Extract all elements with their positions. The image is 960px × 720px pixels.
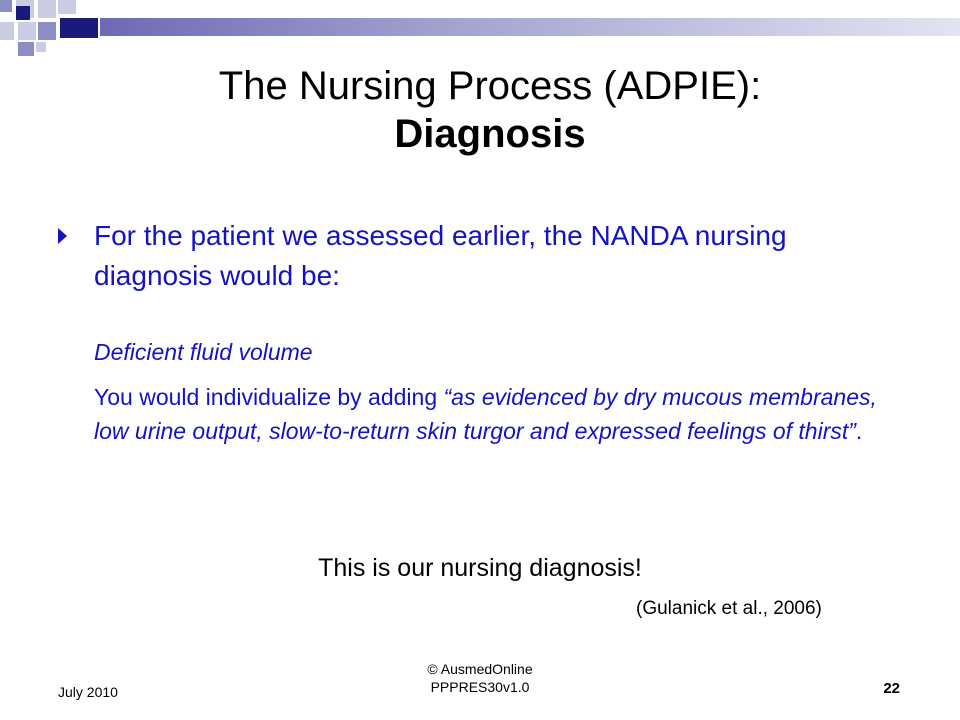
- slide-number: 22: [883, 680, 900, 697]
- deco-square: [38, 22, 56, 40]
- deco-square: [18, 22, 36, 40]
- individualize-quote: “as evidenced by dry mucous membranes, low urine output, slow-to-return skin turgor and expressed feelings of thirst”: [94, 384, 877, 444]
- copyright-line-1: © AusmedOnline: [427, 661, 533, 677]
- header-bar: [100, 18, 960, 36]
- citation: (Gulanick et al., 2006): [636, 598, 822, 619]
- individualize-end: .: [855, 418, 863, 444]
- deco-square: [0, 0, 12, 12]
- individualize-text: [94, 380, 904, 448]
- slide-title: [120, 62, 860, 158]
- deco-square: [60, 18, 98, 38]
- individualize-lead: You would individualize by adding: [94, 384, 444, 410]
- title-line-2: Diagnosis: [394, 112, 586, 156]
- bullet-text: For the patient we assessed earlier, the NANDA nursing diagnosis would be:: [94, 220, 787, 291]
- footer-copyright: [380, 660, 580, 696]
- deco-square: [16, 6, 30, 20]
- deco-square: [36, 42, 46, 52]
- bullet-arrow-icon: [58, 228, 67, 244]
- deco-square: [18, 42, 34, 56]
- conclusion-text: This is our nursing diagnosis!: [318, 554, 642, 582]
- title-line-1: The Nursing Process (ADPIE):: [218, 64, 762, 108]
- copyright-line-2: PPPRES30v1.0: [430, 679, 530, 695]
- footer-date: July 2010: [58, 684, 118, 700]
- diagnosis-text: Deficient fluid volume: [94, 339, 313, 365]
- deco-square: [0, 22, 14, 40]
- deco-square: [58, 0, 76, 14]
- deco-square: [38, 0, 56, 18]
